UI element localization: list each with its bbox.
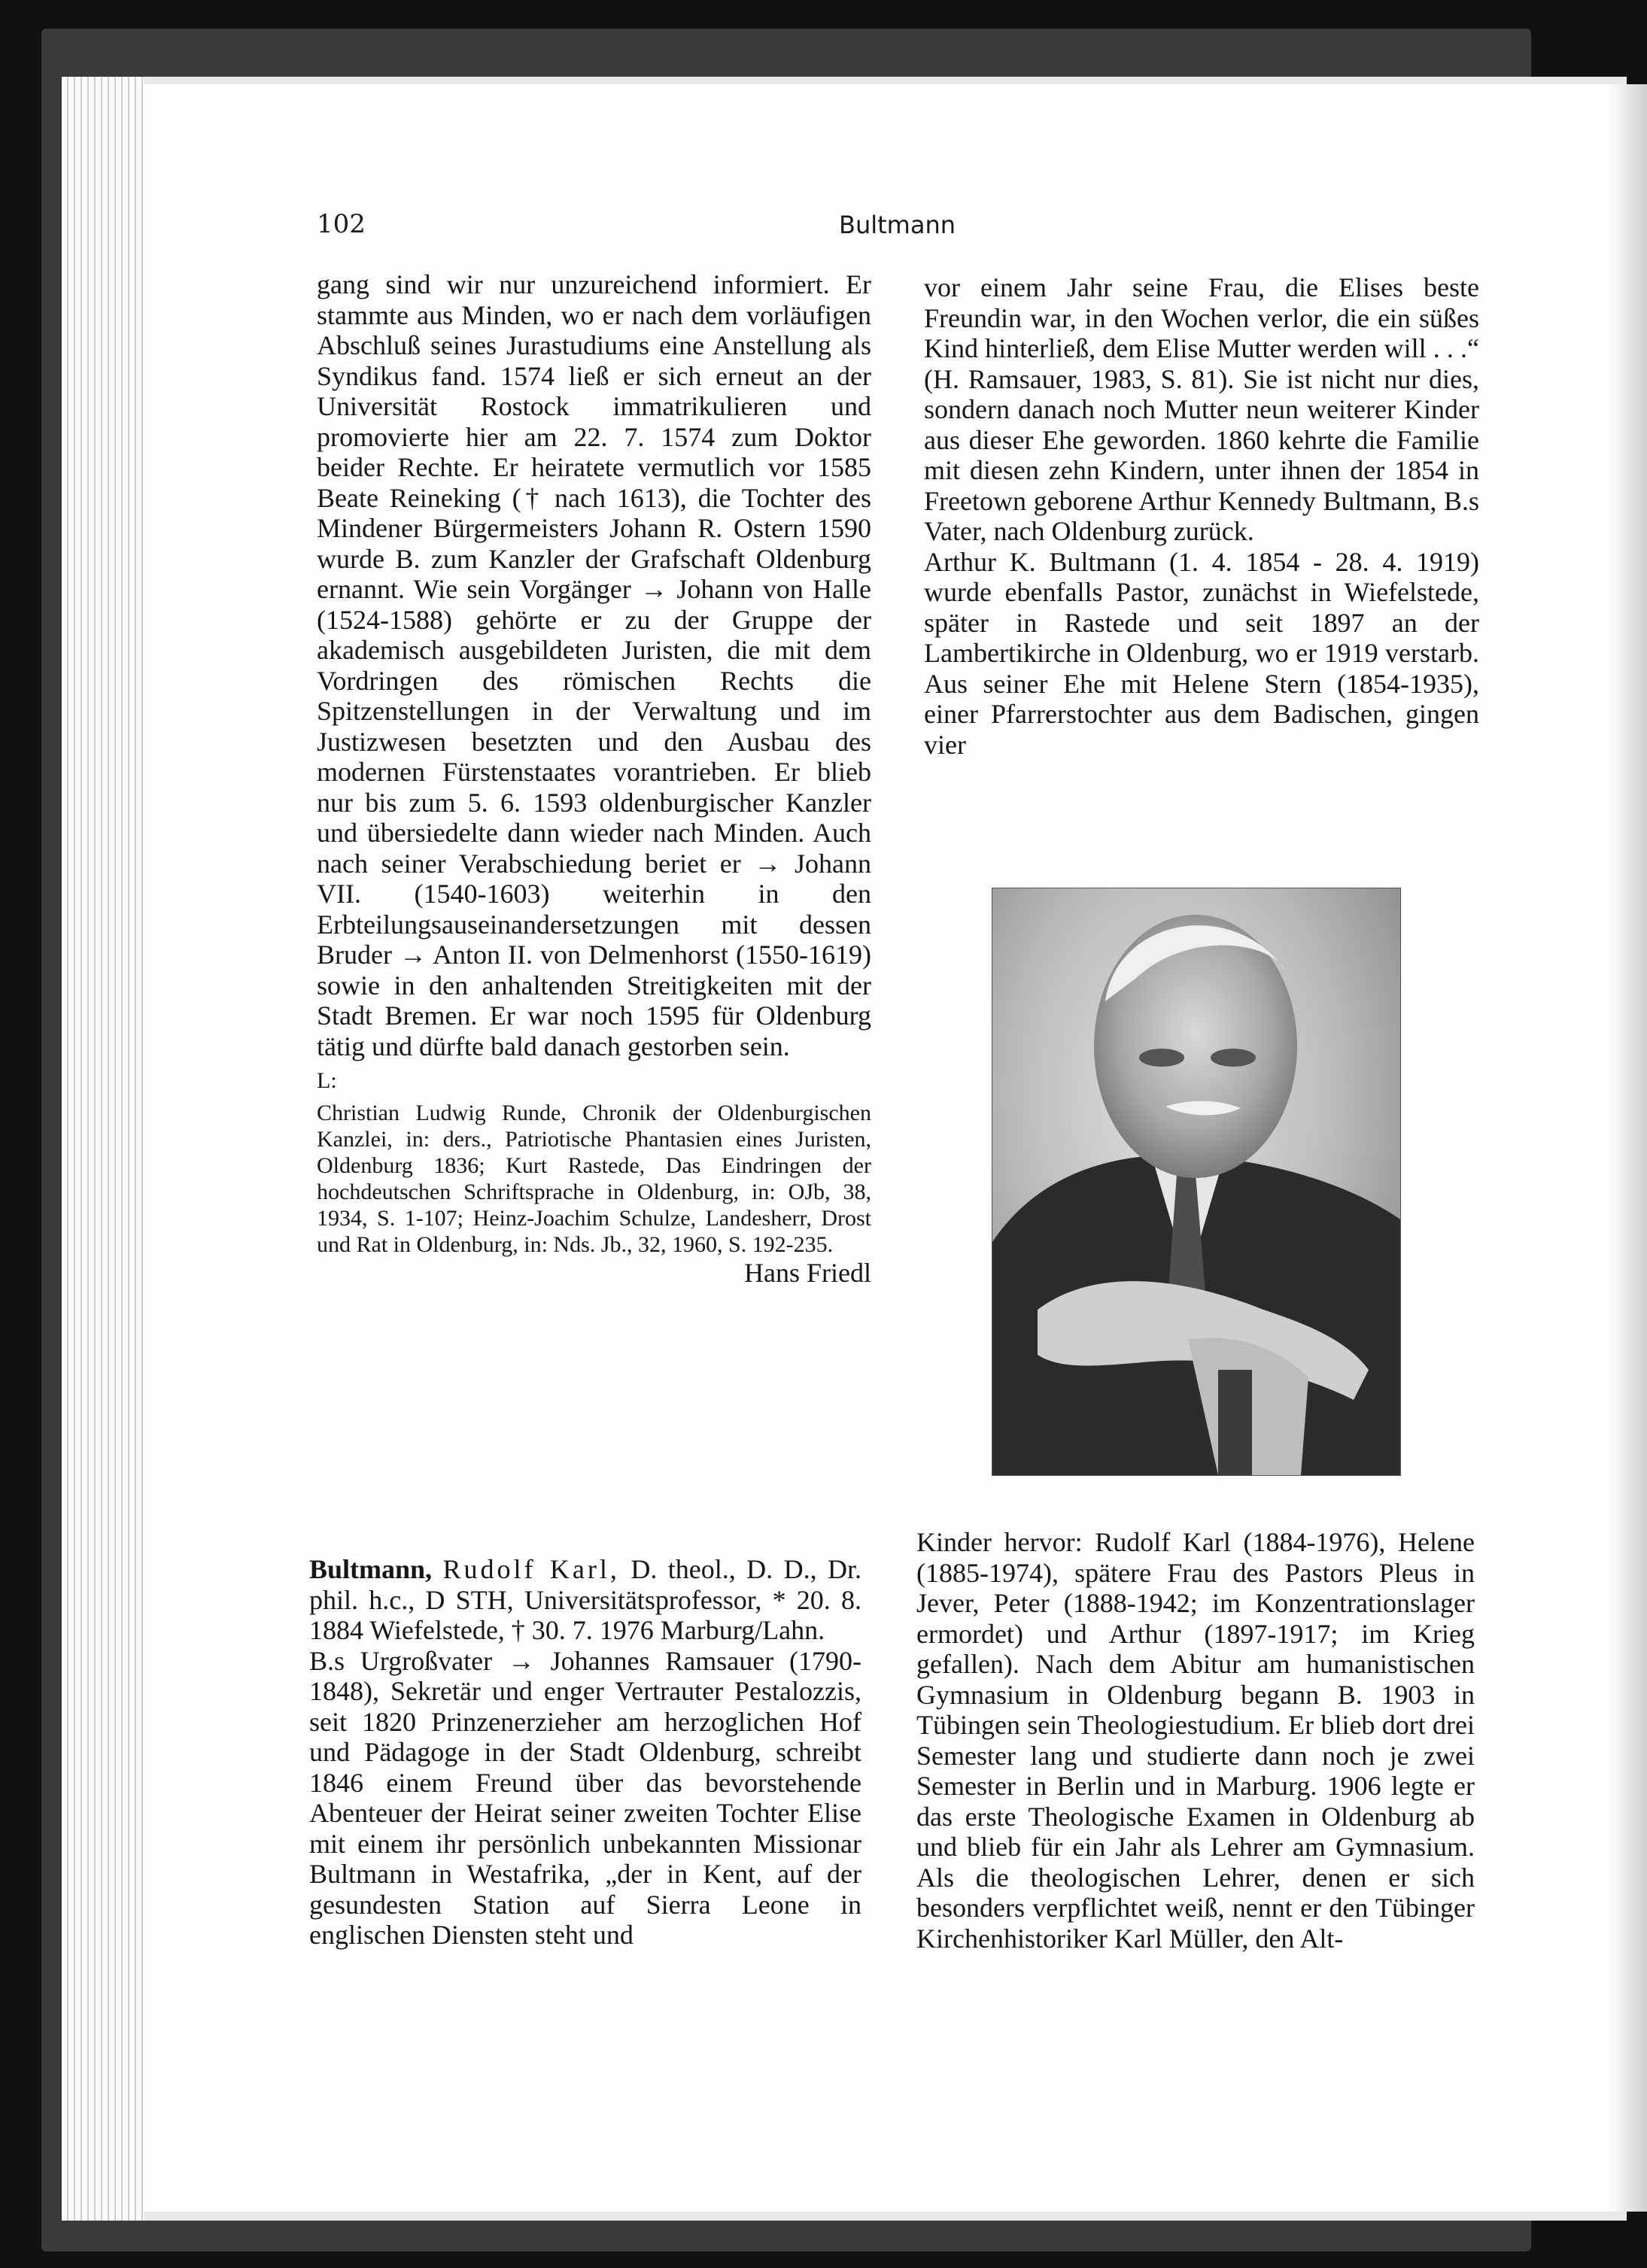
entry-name: Bultmann, [309, 1554, 433, 1584]
paragraph: Arthur K. Bultmann (1. 4. 1854 - 28. 4. 1919) wurde ebenfalls Pastor, zunächst in Wiefelstede, später in Rastede und seit 1897 an der Lambertikirche in Oldenburg, wo er 1919 verstarb. Aus seiner Ehe mit Helene Stern (1854-1935), einer Pfarrerstochter aus dem Badischen, gingen vier [924, 546, 1479, 760]
literature-text: Christian Ludwig Runde, Chronik der Oldenburgischen Kanzlei, in: ders., Patriotische Phantasien eines Juristen, Oldenburg 1836; Kurt Rastede, Das Eindringen der hochdeutschen Schriftsprache in Oldenburg, in: OJb, 38, 1934, S. 1-107; Heinz-Joachim Schulze, Landesherr, Drost und Rat in Oldenburg, in: Nds. Jb., 32, 1960, S. 192-235. [317, 1101, 871, 1257]
running-title: Bultmann [838, 211, 956, 239]
portrait-photo [992, 888, 1401, 1476]
page-edges [62, 77, 144, 2221]
portrait-illustration [992, 888, 1400, 1475]
left-column-top [317, 269, 871, 1289]
right-column-bottom [916, 1527, 1475, 1954]
paragraph: Kinder hervor: Rudolf Karl (1884-1976), Helene (1885-1974), spätere Frau des Pastors Pleus in Jever, Peter (1888-1942; im Konzentrationslager ermordet) und Arthur (1897-1917; im Krieg gefallen). Nach dem Abitur am humanistischen Gymnasium in Oldenburg begann B. 1903 in Tübingen sein Theologiestudium. Er blieb dort drei Semester lang und studierte dann noch je zwei Semester in Berlin und in Marburg. 1906 legte er das erste Theologische Examen in Oldenburg ab und blieb für ein Jahr als Lehrer am Gymnasium. Als die theologischen Lehrer, denen er sich besonders verpflichtet weiß, nennt er den Tübinger Kirchenhistoriker Karl Müller, den Alt- [916, 1527, 1475, 1954]
paragraph: B.s Urgroßvater → Johannes Ramsauer (1790-1848), Sekretär und enger Vertrauter Pestalozzis, seit 1820 Prinzenerzieher am herzoglichen Hof und Pädagoge in der Stadt Oldenburg, schreibt 1846 einem Freund über das bevorstehende Abenteuer der Heirat seiner zweiten Tochter Elise mit einem ihr persönlich unbekannten Missionar Bultmann in Westafrika, „der in Kent, auf der gesundesten Station auf Sierra Leone in englischen Diensten steht und [309, 1645, 861, 1950]
literature-label: L: [317, 1068, 337, 1093]
right-column-top [924, 272, 1479, 760]
paragraph: vor einem Jahr seine Frau, die Elises beste Freundin war, in den Wochen verlor, die ein süßes Kind hinterließ, dem Elise Mutter werden will . . .“ (H. Ramsauer, 1983, S. 81). Sie ist nicht nur dies, sondern danach noch Mutter neun weiterer Kinder aus dieser Ehe geworden. 1860 kehrte die Familie mit diesen zehn Kindern, unter ihnen der 1854 in Freetown geborene Arthur Kennedy Bultmann, B.s Vater, nach Oldenburg zurück. [924, 272, 1479, 546]
entry-details: D. theol., D. D., Dr. phil. h.c., D STH, Universitätsprofessor, * 20. 8. 1884 Wiefelstede, † 30. 7. 1976 Marburg/Lahn. [309, 1554, 862, 1645]
paragraph: gang sind wir nur unzureichend informiert. Er stammte aus Minden, wo er nach dem vorläufigen Abschluß seines Jurastudiums eine Anstellung als Syndikus fand. 1574 ließ er sich erneut an der Universität Rostock immatrikulieren und promovierte hier am 22. 7. 1574 zum Doktor beider Rechte. Er heiratete vermutlich vor 1585 Beate Reineking († nach 1613), die Tochter des Mindener Bürgermeisters Johann R. Ostern 1590 wurde B. zum Kanzler der Grafschaft Oldenburg ernannt. Wie sein Vorgänger → Johann von Halle (1524-1588) gehörte er zu der Gruppe der akademisch ausgebildeten Juristen, die mit dem Vordringen des römischen Rechts die Spitzenstellungen in der Verwaltung und im Justizwesen besetzten und den Ausbau des modernen Fürstenstaates vorantrieben. Er blieb nur bis zum 5. 6. 1593 oldenburgischer Kanzler und übersiedelte dann wieder nach Minden. Auch nach seiner Verabschiedung beriet er → Johann VII. (1540-1603) weiterhin in den Erbteilungsauseinandersetzungen mit dessen Bruder → Anton II. von Delmenhorst (1550-1619) sowie in den anhaltenden Streitigkeiten mit der Stadt Bremen. Er war noch 1595 für Oldenburg tätig und dürfte bald danach gestorben sein. [317, 269, 871, 1061]
page-shadow [1610, 84, 1647, 2212]
author-signature: Hans Friedl [744, 1258, 871, 1288]
entry-heading [309, 1554, 861, 1646]
left-column-bottom [309, 1554, 861, 1951]
entry-given-names: Rudolf Karl, [442, 1554, 620, 1584]
page-number: 102 [317, 209, 366, 239]
